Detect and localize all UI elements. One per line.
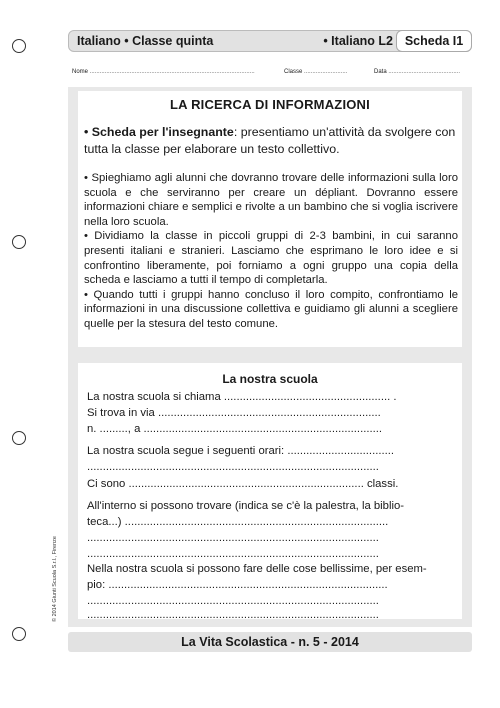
form-line-facilities: All'interno si possono trovare (indica se c'è la palestra, la biblio-: [87, 500, 405, 512]
name-field: Nome ...................................................................................................: [72, 69, 255, 75]
date-field: Data ...........................................: [374, 69, 461, 75]
header-subject: Italiano • Classe quinta: [77, 34, 214, 48]
header-sheet-tab: Scheda I1: [396, 30, 472, 52]
main-content: [68, 87, 472, 627]
form-line-hours-cont: .............................................................................................: [87, 461, 379, 473]
class-field: Classe ..........................: [284, 69, 348, 75]
school-form: [78, 363, 462, 619]
form-line-blank: .............................................................................................: [87, 609, 379, 621]
form-line-blank: .............................................................................................: [87, 548, 379, 560]
form-line-classes: Ci sono ........................................................................... classi.: [87, 478, 399, 490]
form-line-number-city: n. ........., a ............................................................................: [87, 423, 383, 435]
form-line-blank: .............................................................................................: [87, 595, 379, 607]
instruction-paragraph: • Quando tutti i gruppi hanno concluso il loro compito, confrontiamo le informazioni in una discussione collettiva e guidiamo gli alunni a scegliere quelle per la stesura del testo comune.: [84, 288, 458, 330]
form-line-activities: Nella nostra scuola si possono fare delle cose bellissime, per esem-: [87, 563, 427, 575]
binder-hole: [12, 627, 26, 641]
header-bar: [68, 30, 472, 52]
date-label: Data: [374, 69, 387, 75]
form-line-facilities-cont: teca...) ....................................................................................: [87, 516, 389, 528]
teacher-instructions: [84, 171, 458, 332]
instruction-paragraph: • Dividiamo la classe in piccoli gruppi di 2-3 bambini, in cui saranno presenti italiani e stranieri. Lasciamo che esprimano le loro idee e si confrontino liberamente, poi forniamo a ogni gruppo una copia della scheda e lasciamo a tutti il tempo di completarla.: [84, 230, 458, 287]
footer-bar: La Vita Scolastica - n. 5 - 2014: [68, 632, 472, 652]
form-line-street: Si trova in via .......................................................................: [87, 407, 381, 419]
class-label: Classe: [284, 69, 303, 75]
header-course: • Italiano L2: [323, 34, 393, 48]
intro-rest: : presentiamo un'attività da svolgere con tutta la classe per elaborare un testo collettivo.: [84, 125, 456, 156]
binder-hole: [12, 235, 26, 249]
binder-hole: [12, 431, 26, 445]
intro-bold: • Scheda per l'insegnante: [84, 125, 234, 139]
form-line-activities-cont: pio: .........................................................................................: [87, 579, 388, 591]
form-line-blank: .............................................................................................: [87, 532, 379, 544]
teacher-intro: [84, 124, 458, 158]
binder-hole: [12, 39, 26, 53]
instruction-paragraph: • Spieghiamo agli alunni che dovranno trovare delle informazioni sulla loro scuola e che serviranno per creare un dépliant. Dovranno essere informazioni chiare e semplici e rivolte a un bambino che si voglia iscrivere nella loro scuola.: [84, 172, 458, 228]
copyright-note: © 2014 Giunti Scuola S.r.l., Firenze: [52, 536, 58, 622]
form-line-hours: La nostra scuola segue i seguenti orari: ..................................: [87, 445, 395, 457]
name-label: Nome: [72, 69, 89, 75]
form-title: La nostra scuola: [222, 372, 318, 386]
teacher-title: LA RICERCA DI INFORMAZIONI: [170, 97, 370, 112]
form-line-school-name: La nostra scuola si chiama ..................................................... .: [87, 391, 397, 403]
teacher-box: [78, 91, 462, 347]
